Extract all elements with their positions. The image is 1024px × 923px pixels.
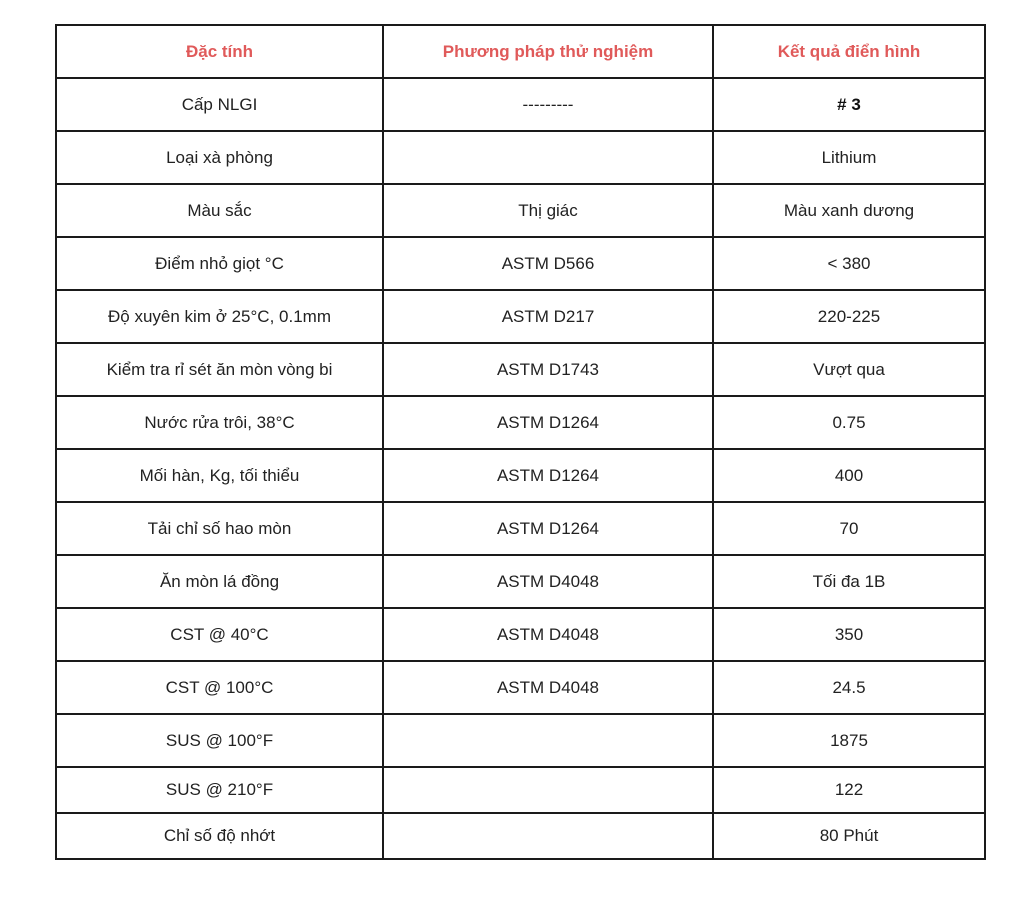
cell-result: Lithium — [713, 131, 985, 184]
cell-property: SUS @ 100°F — [56, 714, 383, 767]
cell-property: Nước rửa trôi, 38°C — [56, 396, 383, 449]
table-header-row — [56, 25, 985, 78]
cell-method: ASTM D217 — [383, 290, 713, 343]
cell-property: Cấp NLGI — [56, 78, 383, 131]
cell-method: ASTM D4048 — [383, 608, 713, 661]
cell-property: Màu sắc — [56, 184, 383, 237]
spec-table-container — [55, 24, 984, 860]
cell-method: ASTM D4048 — [383, 555, 713, 608]
cell-result: 80 Phút — [713, 813, 985, 859]
table-row — [56, 661, 985, 714]
table-row — [56, 608, 985, 661]
cell-method: Thị giác — [383, 184, 713, 237]
table-row — [56, 78, 985, 131]
cell-method: ASTM D1264 — [383, 449, 713, 502]
cell-method: ASTM D1743 — [383, 343, 713, 396]
cell-method: ASTM D1264 — [383, 502, 713, 555]
cell-result: 350 — [713, 608, 985, 661]
cell-method — [383, 813, 713, 859]
cell-method: ASTM D1264 — [383, 396, 713, 449]
cell-result: Màu xanh dương — [713, 184, 985, 237]
table-row — [56, 131, 985, 184]
cell-property: Chỉ số độ nhớt — [56, 813, 383, 859]
cell-result: 122 — [713, 767, 985, 813]
header-property: Đặc tính — [56, 25, 383, 78]
table-row — [56, 237, 985, 290]
cell-property: CST @ 40°C — [56, 608, 383, 661]
cell-result: 400 — [713, 449, 985, 502]
cell-result: 24.5 — [713, 661, 985, 714]
cell-method: ASTM D4048 — [383, 661, 713, 714]
header-test-method: Phương pháp thử nghiệm — [383, 25, 713, 78]
table-row — [56, 555, 985, 608]
spec-table — [55, 24, 986, 860]
cell-method — [383, 714, 713, 767]
cell-result: 220-225 — [713, 290, 985, 343]
cell-method — [383, 767, 713, 813]
cell-property: Điểm nhỏ giọt °C — [56, 237, 383, 290]
cell-property: CST @ 100°C — [56, 661, 383, 714]
table-row — [56, 290, 985, 343]
cell-property: Ăn mòn lá đồng — [56, 555, 383, 608]
table-row — [56, 502, 985, 555]
header-typical-result: Kết quả điển hình — [713, 25, 985, 78]
cell-result: 70 — [713, 502, 985, 555]
cell-result: Tối đa 1B — [713, 555, 985, 608]
cell-property: SUS @ 210°F — [56, 767, 383, 813]
table-row — [56, 396, 985, 449]
table-row — [56, 343, 985, 396]
cell-result: 0.75 — [713, 396, 985, 449]
cell-result: 1875 — [713, 714, 985, 767]
cell-result: Vượt qua — [713, 343, 985, 396]
cell-property: Mối hàn, Kg, tối thiểu — [56, 449, 383, 502]
table-row — [56, 714, 985, 767]
cell-property: Kiểm tra rỉ sét ăn mòn vòng bi — [56, 343, 383, 396]
cell-result: # 3 — [713, 78, 985, 131]
table-row — [56, 767, 985, 813]
table-row — [56, 184, 985, 237]
cell-property: Tải chỉ số hao mòn — [56, 502, 383, 555]
cell-property: Độ xuyên kim ở 25°C, 0.1mm — [56, 290, 383, 343]
cell-method: --------- — [383, 78, 713, 131]
cell-property: Loại xà phòng — [56, 131, 383, 184]
cell-result: < 380 — [713, 237, 985, 290]
table-row — [56, 813, 985, 859]
table-row — [56, 449, 985, 502]
cell-method — [383, 131, 713, 184]
cell-method: ASTM D566 — [383, 237, 713, 290]
